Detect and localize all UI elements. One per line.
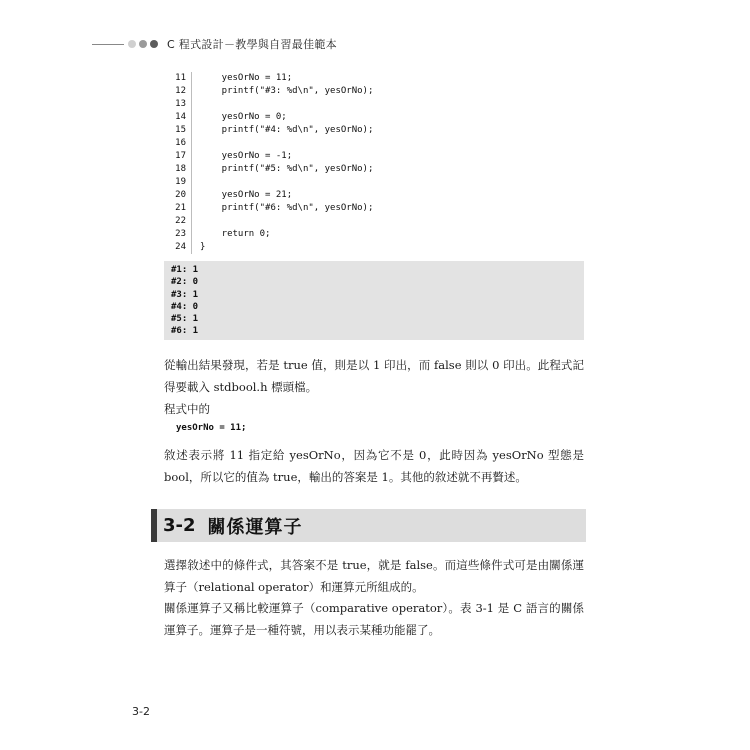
code-text: return 0; — [200, 229, 271, 239]
line-number: 19 — [164, 176, 192, 189]
code-text: printf("#4: %d\n", yesOrNo); — [200, 125, 374, 135]
code-line — [164, 98, 584, 111]
paragraph-in-program: 程式中的 — [164, 402, 210, 416]
section-title: 關係運算子 — [207, 516, 303, 538]
output-line: #2: 0 — [171, 277, 199, 288]
code-line — [164, 85, 584, 98]
code-line — [164, 215, 584, 228]
code-text — [192, 176, 200, 189]
section-heading-bar — [151, 509, 157, 542]
header-dot-light — [128, 40, 136, 48]
output-line: #3: 1 — [171, 289, 199, 300]
line-number: 18 — [164, 163, 192, 176]
code-text: yesOrNo = 0; — [200, 112, 287, 122]
line-number: 22 — [164, 215, 192, 228]
code-text — [192, 137, 200, 150]
line-number: 15 — [164, 124, 192, 137]
code-line — [164, 163, 584, 176]
code-listing — [164, 72, 584, 254]
code-text: } — [200, 242, 206, 252]
program-output — [164, 261, 584, 340]
code-line — [164, 176, 584, 189]
paragraph-statement-explanation: 敘述表示將 11 指定給 yesOrNo，因為它不是 0，此時因為 yesOrNo 型態是 bool，所以它的值為 true，輸出的答案是 1。其他的敘述就不再贅述。 — [164, 448, 584, 484]
line-number: 12 — [164, 85, 192, 98]
code-line — [164, 150, 584, 163]
line-number: 11 — [164, 72, 192, 85]
line-number: 21 — [164, 202, 192, 215]
line-number: 23 — [164, 228, 192, 241]
code-line — [164, 241, 584, 254]
paragraph-output-explanation: 從輸出結果發現，若是 true 值，則是以 1 印出，而 false 則以 0 印出。此程式記得要載入 stdbool.h 標頭檔。 — [164, 358, 584, 394]
inline-code-statement: yesOrNo = 11; — [176, 423, 247, 433]
line-number: 24 — [164, 241, 192, 254]
code-text: yesOrNo = 11; — [200, 73, 293, 83]
header-dot-dark — [150, 40, 158, 48]
line-number: 20 — [164, 189, 192, 202]
code-line — [164, 228, 584, 241]
output-line: #5: 1 — [171, 314, 199, 325]
line-number: 16 — [164, 137, 192, 150]
code-line — [164, 72, 584, 85]
line-number: 14 — [164, 111, 192, 124]
output-line: #1: 1 — [171, 265, 199, 275]
code-text — [192, 98, 200, 111]
paragraph-conditions: 選擇敘述中的條件式，其答案不是 true，就是 false。而這些條件式可是由關係運算子（relational operator）和運算元所組成的。 — [164, 558, 584, 594]
code-text: printf("#6: %d\n", yesOrNo); — [200, 203, 374, 213]
code-text: printf("#5: %d\n", yesOrNo); — [200, 164, 374, 174]
output-line: #6: 1 — [171, 326, 199, 337]
book-title: C 程式設計－教學與自習最佳範本 — [167, 38, 337, 51]
code-line — [164, 202, 584, 215]
output-line: #4: 0 — [171, 301, 199, 312]
section-heading — [151, 509, 586, 542]
header-rule — [92, 44, 124, 45]
line-number: 17 — [164, 150, 192, 163]
section-number: 3-2 — [163, 515, 196, 536]
code-line — [164, 189, 584, 202]
running-header — [92, 36, 337, 52]
code-text: yesOrNo = 21; — [200, 190, 293, 200]
page-number: 3-2 — [132, 705, 150, 718]
code-text — [192, 215, 200, 228]
code-line — [164, 124, 584, 137]
paragraph-comparative-operators: 關係運算子又稱比較運算子（comparative operator）。表 3-1 是 C 語言的關係運算子。運算子是一種符號，用以表示某種功能罷了。 — [164, 601, 584, 637]
code-text: printf("#3: %d\n", yesOrNo); — [200, 86, 374, 96]
line-number: 13 — [164, 98, 192, 111]
code-text: yesOrNo = -1; — [200, 151, 293, 161]
header-dot-medium — [139, 40, 147, 48]
code-line — [164, 111, 584, 124]
code-line — [164, 137, 584, 150]
